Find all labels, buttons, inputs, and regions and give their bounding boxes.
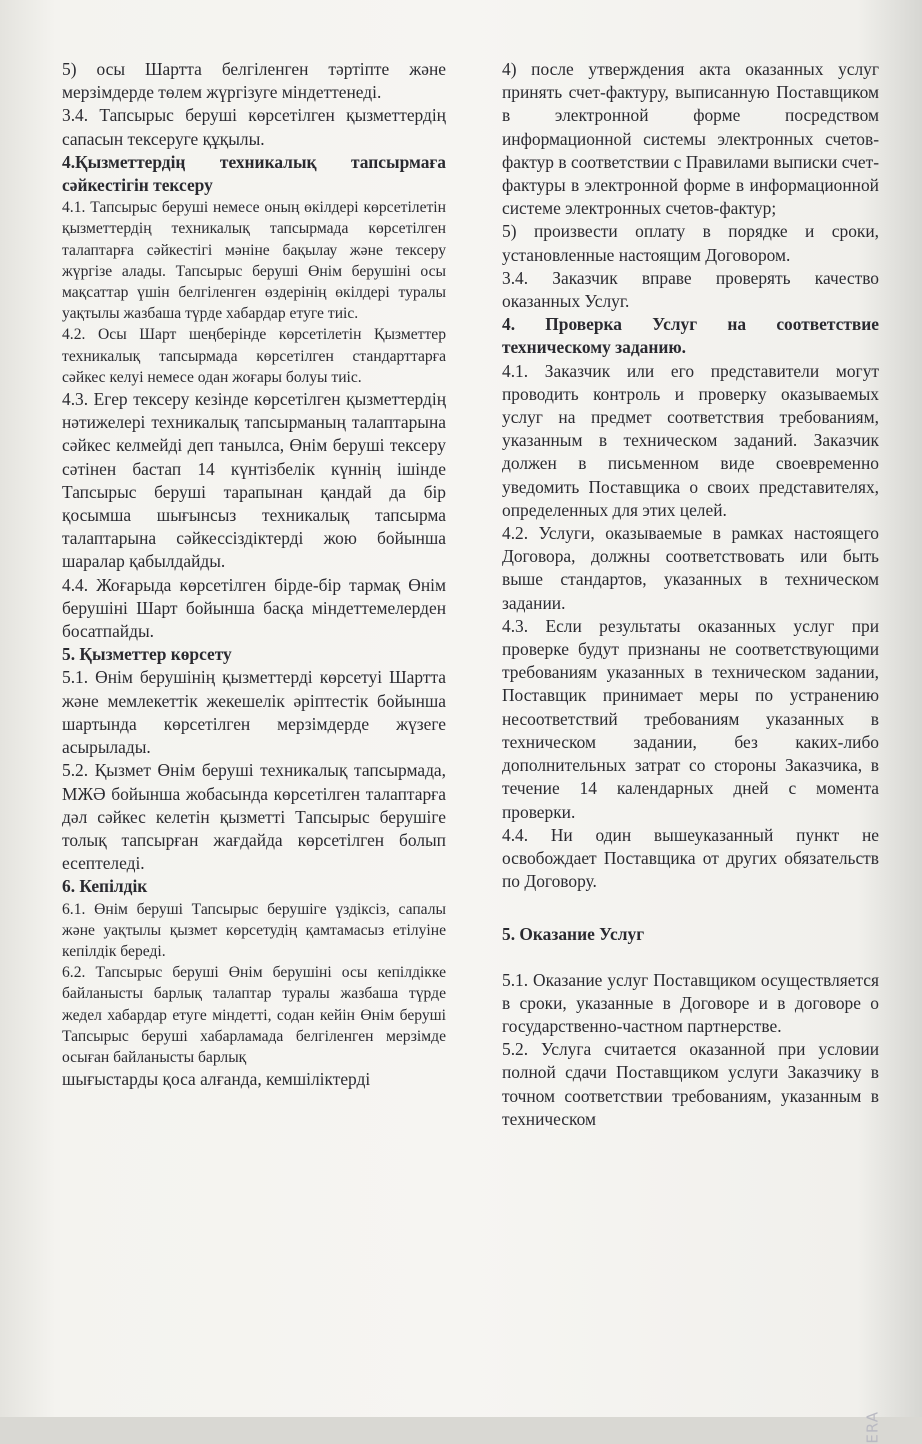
paragraph: 5.2. Қызмет Өнім беруші техникалық тапсырмада, МЖӘ бойынша жобасында көрсетілген талаптарға дәл сәйкес келетін қызметті Тапсырыс берушіге толық тапсырған жағдайда көрсетілген болып есептеледі. — [62, 760, 446, 874]
paragraph: 4.2. Услуги, оказываемые в рамках настоящего Договора, должны соответствовать или быть выше стандартов, указанных в техническом задании. — [502, 523, 879, 613]
right-column-russian — [502, 58, 879, 1131]
section-heading: 6. Кепілдік — [62, 876, 148, 897]
paragraph: 4.4. Жоғарыда көрсетілген бірде-бір тармақ Өнім берушіні Шарт бойынша басқа міндеттемелерден босатпайды. — [62, 574, 446, 642]
section-heading: 4.Қызметтердің техникалық тапсырмаға сәйкестігін тексеру — [62, 151, 446, 196]
paragraph: 5.2. Услуга считается оказанной при условии полной сдачи Поставщиком услуги Заказчику в точном соответствии требованиям, указанным в техническом — [502, 1039, 879, 1129]
paragraph: 4) после утверждения акта оказанных услуг принять счет-фактуру, выписанную Поставщиком в электронной форме посредством информационной системы электронных счетов-фактур в соответствии с Правилами выписки счет-фактуры в электронной форме в информационной системе электронных счетов-фактур; — [502, 59, 879, 219]
spacer — [502, 893, 879, 923]
left-column-kazakh — [62, 58, 446, 1091]
paragraph: 4.4. Ни один вышеуказанный пункт не освобождает Поставщика от других обязательств по Договору. — [502, 824, 879, 892]
paragraph: 3.4. Тапсырыс беруші көрсетілген қызметтердің сапасын тексеруге құқылы. — [62, 105, 446, 149]
paragraph: 5.1. Оказание услуг Поставщиком осуществляется в сроки, указанные в Договоре и в договоре о государственно-частном партнерстве. — [502, 969, 879, 1036]
paragraph: шығыстарды қоса алғанда, кемшіліктерді — [62, 1069, 371, 1090]
paragraph: 5.1. Өнім берушінің қызметтерді көрсетуі Шартта және мемлекеттік жекешелік әріптестік бойынша шартында көрсетілген мерзімдерде жүзеге асырылады. — [62, 667, 446, 758]
section-heading: 5. Оказание Услуг — [502, 924, 645, 945]
camera-watermark: ERA — [864, 1411, 882, 1444]
paragraph: 4.1. Заказчик или его представители могут проводить контроль и проверку оказываемых услуг на предмет соответствия требованиям, указанным в техническом заданий. Заказчик должен в письменном виде своевременно уведомить Поставщика о своих представителях, определенных для этих целей. — [502, 360, 879, 520]
paragraph: 5) произвести оплату в порядке и сроки, установленные настоящим Договором. — [502, 221, 879, 265]
spacer — [502, 947, 879, 969]
paragraph: 6.1. Өнім беруші Тапсырыс берушіге үздіксіз, сапалы және уақтылы қызмет көрсетудің қамтамасыз етілуіне кепілдік береді. — [62, 900, 446, 960]
section-heading: 4. Проверка Услуг на соответствие техническому заданию. — [502, 314, 879, 358]
section-heading: 5. Қызметтер көрсету — [62, 644, 232, 665]
paragraph: 4.2. Осы Шарт шеңберінде көрсетілетін Қызметтер техникалық тапсырмада көрсетілген стандарттарға сәйкес келуі немесе одан жоғары болуы тиіс. — [62, 326, 446, 386]
paragraph: 3.4. Заказчик вправе проверять качество оказанных Услуг. — [502, 267, 879, 312]
paragraph: 4.3. Егер тексеру кезінде көрсетілген қызметтердің нәтижелері техникалық тапсырманың талаптарына сәйкес келмейді деп танылса, Өнім беруші тексеру сәтінен бастап 14 күнтізбелік күннің ішінде Тапсырыс беруші тарапынан қандай да бір қосымша шығынсыз техникалық тапсырма талаптарына сәйкессіздіктерді жою бойынша шаралар қабылдайды. — [62, 389, 446, 572]
paragraph: 4.1. Тапсырыс беруші немесе оның өкілдері көрсетілетін қызметтердің техникалық тапсырмада көрсетілген талаптарға сәйкестігі мәніне бақылау және тексеру жүргізе алады. Тапсырыс беруші Өнім берушіні осы мақсаттар үшін белгіленген өздерінің өкілдері туралы уақтылы жазбаша түрде хабардар етуге тиіс. — [62, 199, 446, 323]
paragraph: 4.3. Если результаты оказанных услуг при проверке будут признаны не соответствующими требованиям указанных в техническом задании, Поставщик принимает меры по устранению несоответствий требованиям указанных в техническом задании, без каких-либо дополнительных затрат со стороны Заказчика, в течение 14 календарных дней с момента проверки. — [502, 615, 879, 822]
paragraph: 5) осы Шартта белгіленген тәртіпте және мерзімдерде төлем жүргізуге міндеттенеді. — [62, 59, 446, 103]
paragraph: 6.2. Тапсырыс беруші Өнім берушіні осы кепілдікке байланысты барлық талаптар туралы жазбаша түрде жедел хабардар етуге міндетті, содан кейін Өнім беруші Тапсырыс беруші хабарламада белгіленген мерзімде осыған байланысты барлық — [62, 964, 446, 1066]
